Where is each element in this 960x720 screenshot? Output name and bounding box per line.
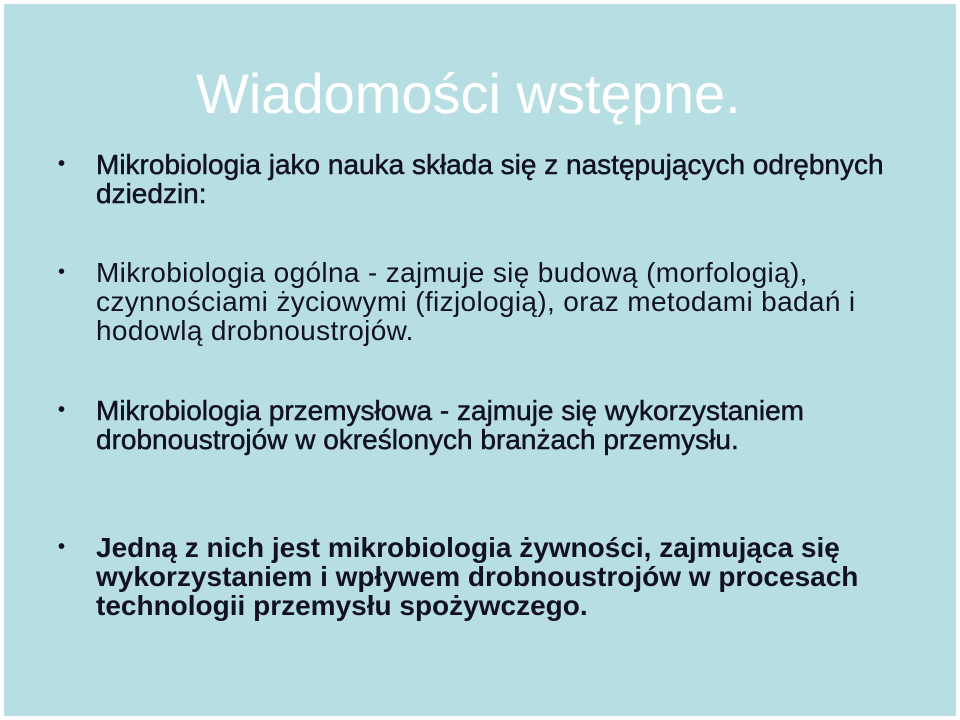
bullet-text: Mikrobiologia jako nauka składa się z następujących odrębnych dziedzin: bbox=[96, 149, 884, 209]
bullet-dot-icon: • bbox=[58, 399, 66, 421]
slide-title: Wiadomości wstępne. bbox=[196, 62, 741, 125]
bullet-item-2 bbox=[58, 258, 918, 345]
bullet-dot-icon: • bbox=[58, 536, 66, 558]
bullet-item-3 bbox=[58, 396, 918, 454]
bullet-text: Mikrobiologia ogólna - zajmuje się budową (morfologią), czynnościami życiowymi (fizjologią), oraz metodami badań i hodowlą drobnoustrojów. bbox=[96, 257, 856, 346]
bullet-text: Mikrobiologia przemysłowa - zajmuje się wykorzystaniem drobnoustrojów w określonych branżach przemysłu. bbox=[96, 395, 804, 455]
bullet-item-1 bbox=[58, 150, 918, 208]
bullet-dot-icon: • bbox=[58, 261, 66, 283]
bullet-dot-icon: • bbox=[58, 153, 66, 175]
slide bbox=[4, 4, 956, 716]
bullet-text: Jedną z nich jest mikrobiologia żywności, zajmująca się wykorzystaniem i wpływem drobnoustrojów w procesach technologii przemysłu spożywczego. bbox=[96, 532, 859, 621]
bullet-item-4 bbox=[58, 533, 918, 620]
